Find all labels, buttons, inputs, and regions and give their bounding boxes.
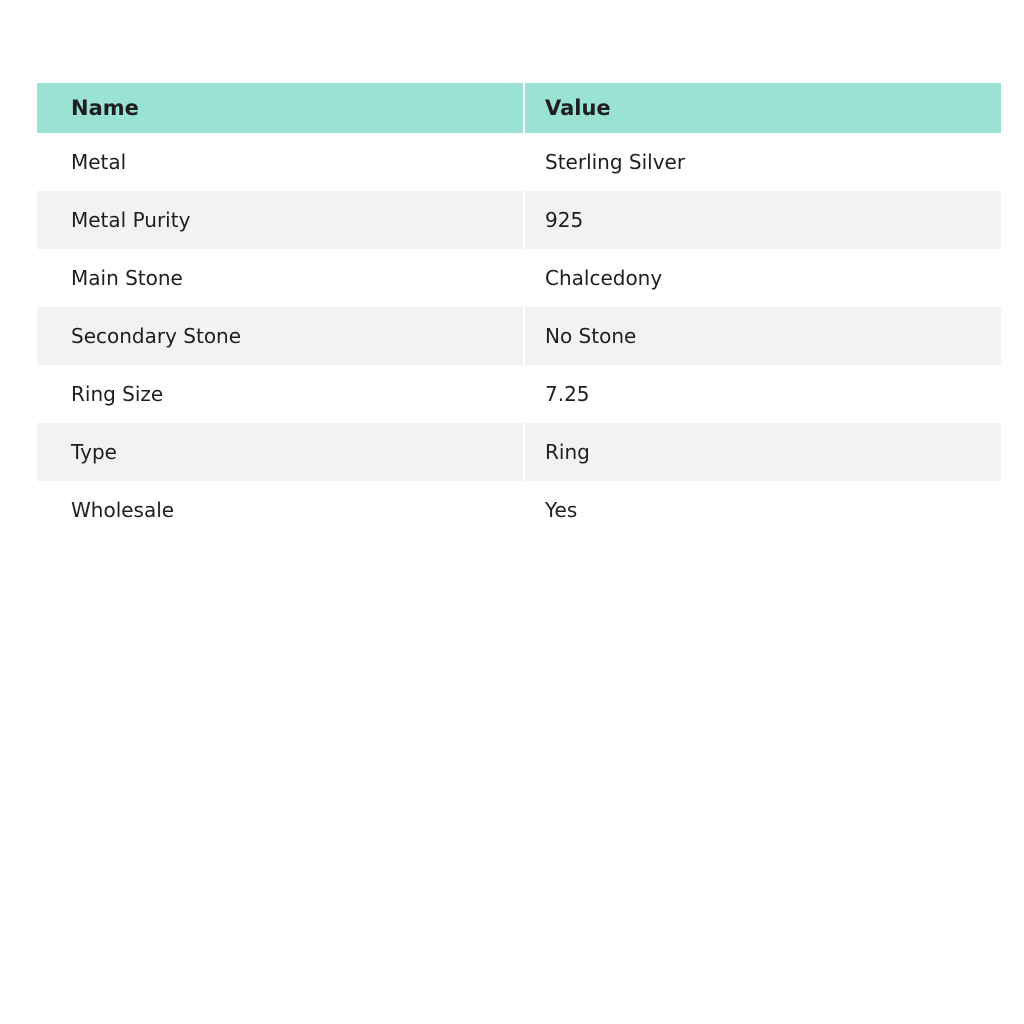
row-name-cell: Metal Purity: [37, 191, 525, 249]
row-value-cell: Ring: [545, 440, 590, 464]
header-cell-name: Name: [37, 83, 525, 133]
table-header-row: [37, 83, 1001, 133]
row-value-cell: Yes: [545, 498, 578, 522]
table-row: [37, 365, 1001, 423]
row-value-cell: 925: [545, 208, 584, 232]
row-name-cell: Secondary Stone: [37, 307, 525, 365]
row-name-cell: Main Stone: [37, 249, 525, 307]
table-row: [37, 481, 1001, 539]
header-cell-value: Value: [545, 96, 611, 120]
table-row: [37, 307, 1001, 365]
row-name-cell: Wholesale: [37, 481, 525, 539]
row-name-cell: Type: [37, 423, 525, 481]
table-row: [37, 249, 1001, 307]
row-value-cell: Sterling Silver: [545, 150, 686, 174]
table-row: [37, 423, 1001, 481]
row-value-cell: 7.25: [545, 382, 590, 406]
product-spec-table: [37, 83, 1001, 539]
table-row: [37, 133, 1001, 191]
row-name-cell: Metal: [37, 133, 525, 191]
row-name-cell: Ring Size: [37, 365, 525, 423]
table-row: [37, 191, 1001, 249]
row-value-cell: No Stone: [545, 324, 637, 348]
table-body: [37, 133, 1001, 539]
row-value-cell: Chalcedony: [545, 266, 663, 290]
